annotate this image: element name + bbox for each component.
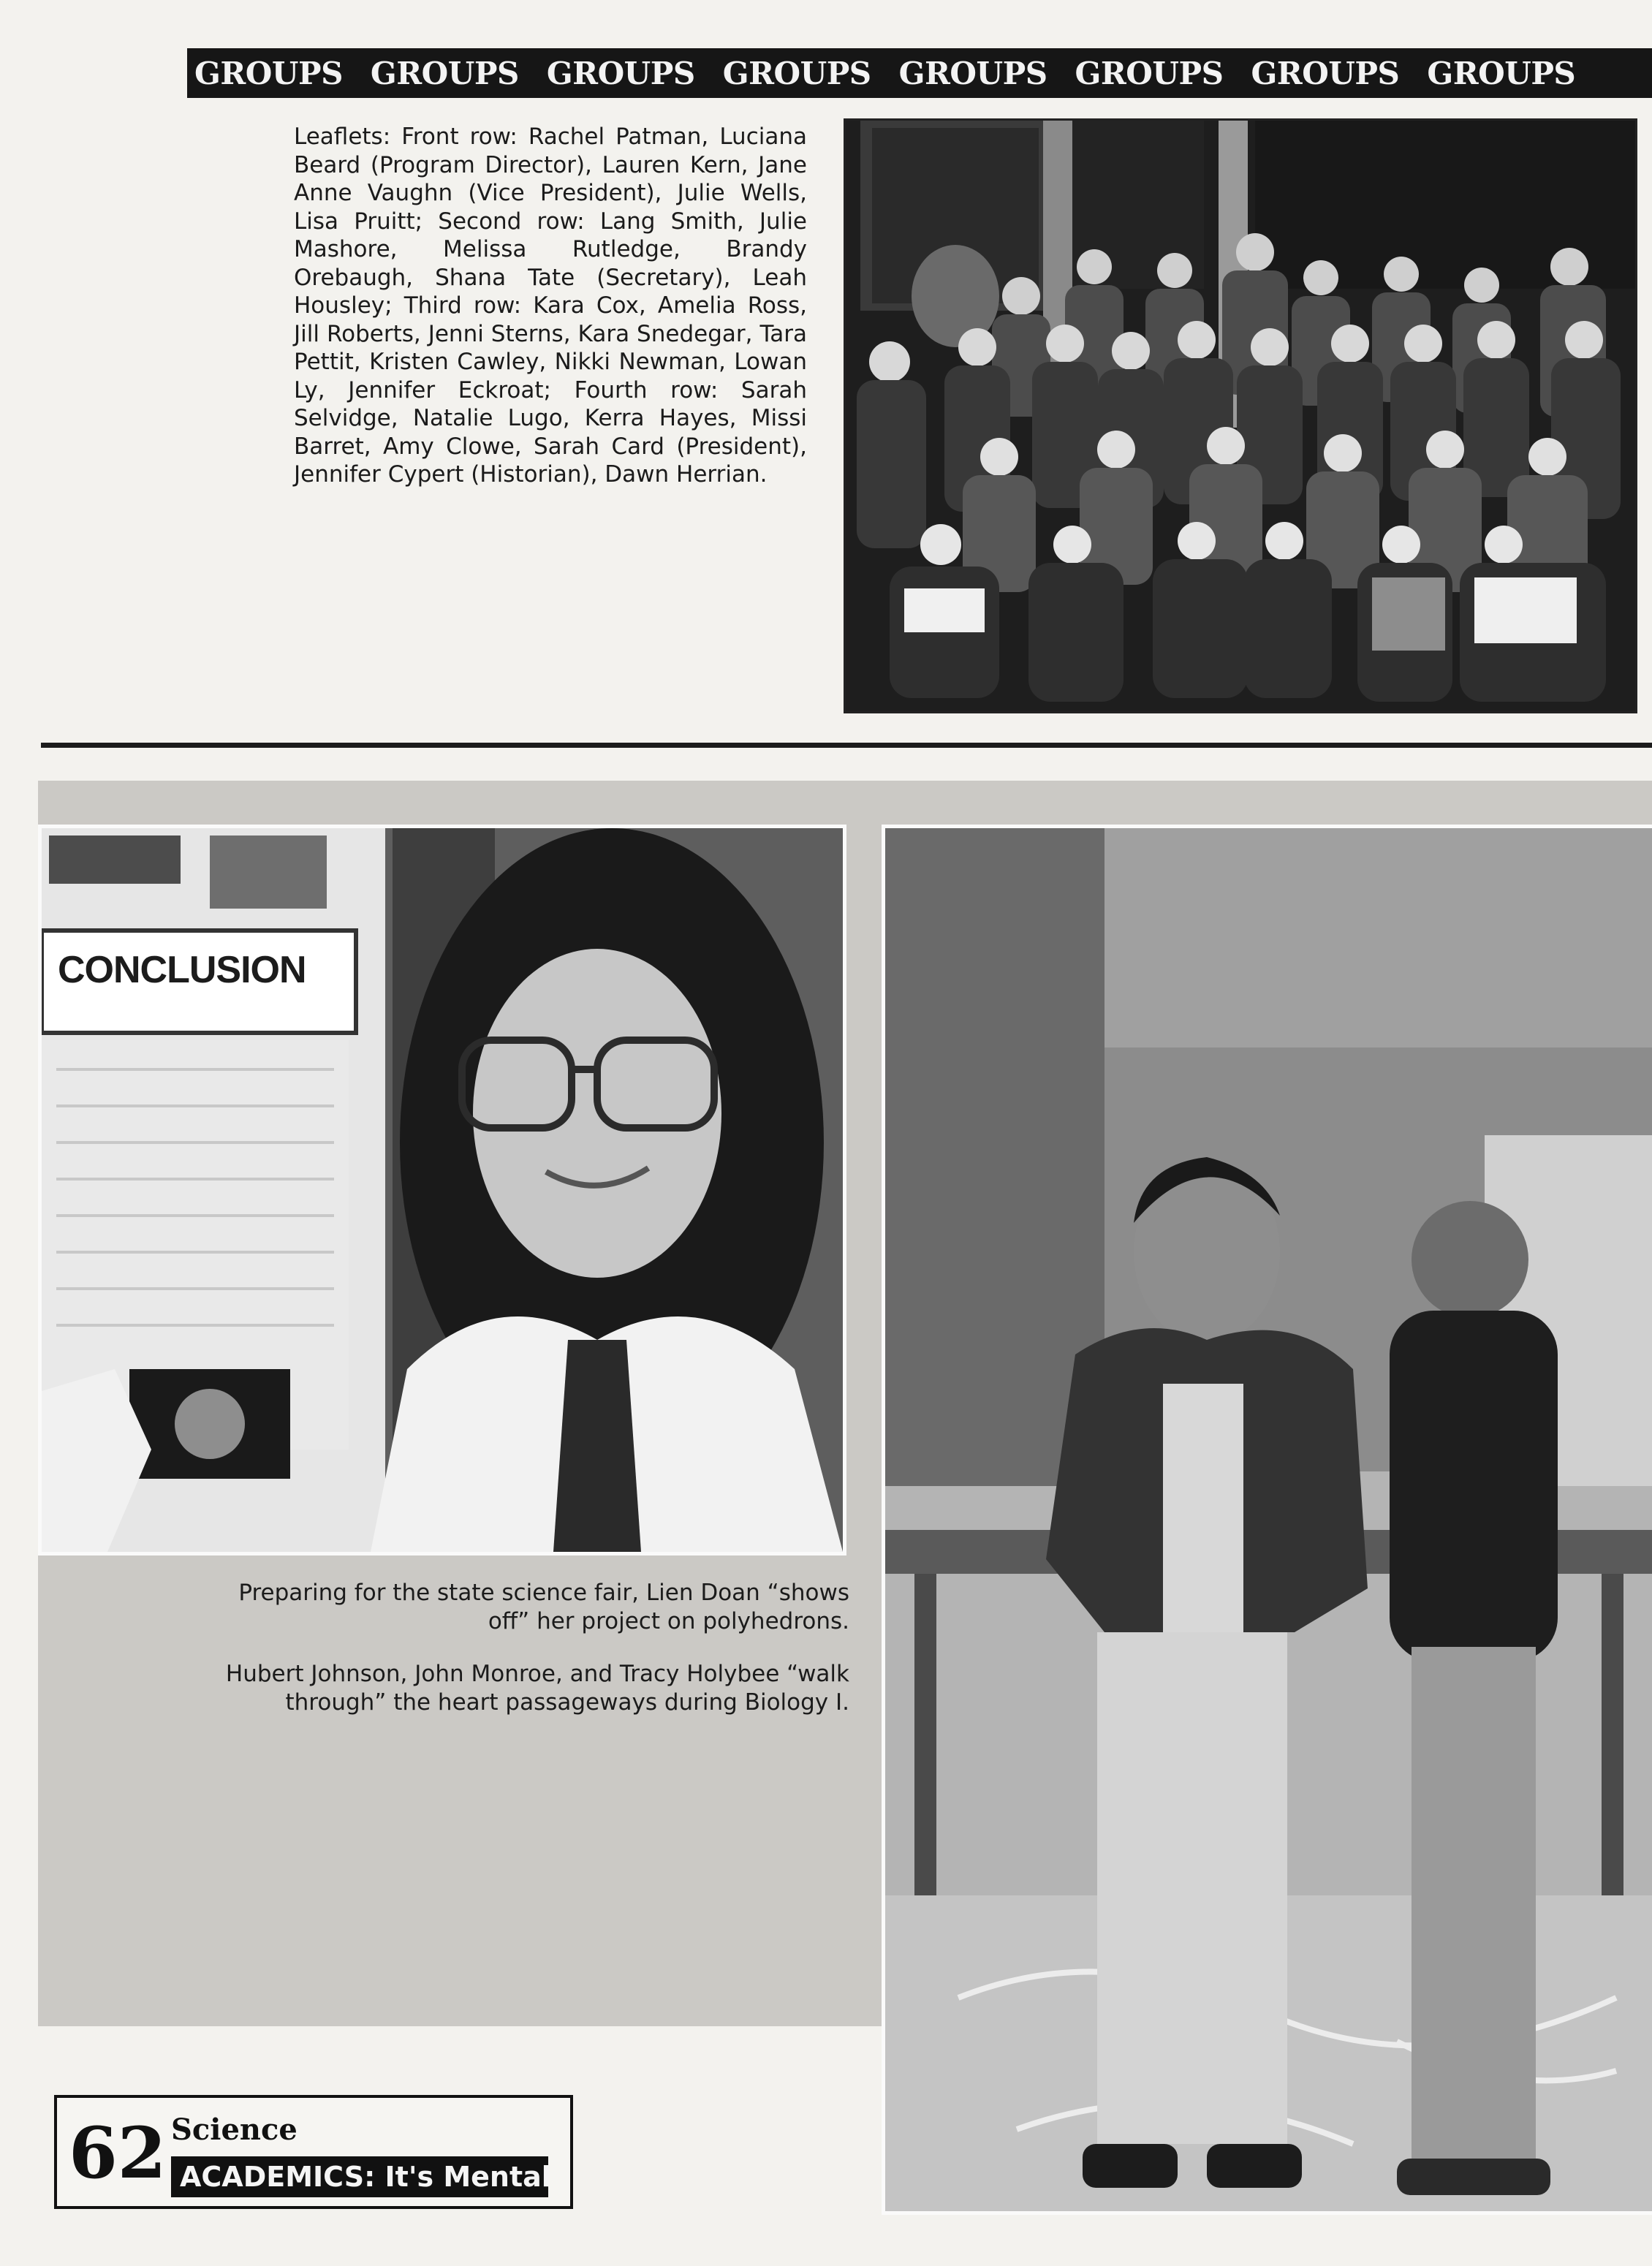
leaflets-group-photo (844, 118, 1637, 713)
groups-word: GROUPS (898, 55, 1047, 91)
groups-word: GROUPS (370, 55, 519, 91)
biology-caption: Hubert Johnson, John Monroe, and Tracy Holybee “walk through” the heart passageways during Biology I. (225, 1661, 849, 1716)
page-number: 62 (69, 2112, 167, 2194)
science-fair-caption: Preparing for the state science fair, Lien Doan “shows off” her project on polyhedrons. (238, 1580, 849, 1634)
groups-word: GROUPS (1427, 55, 1576, 91)
groups-word: GROUPS (1251, 55, 1400, 91)
groups-word: GROUPS (546, 55, 695, 91)
groups-word: GROUPS (194, 55, 343, 91)
groups-word: GROUPS (722, 55, 871, 91)
science-captions (219, 1579, 849, 1741)
groups-word: GROUPS (1075, 55, 1224, 91)
section-title: Science (171, 2112, 298, 2147)
poster-heading: CONCLUSION (58, 949, 306, 991)
biology-photo (882, 825, 1652, 2215)
page-footer (54, 2095, 573, 2209)
section-banner: ACADEMICS: It's Mental (171, 2156, 548, 2197)
leaflets-caption: Leaflets: Front row: Rachel Patman, Luciana Beard (Program Director), Lauren Kern, Jane Anne Vaughn (Vice President), Julie Wells, Lisa Pruitt; Second row: Lang Smith, Julie Mashore, Melissa Rutledge, Brandy Orebaugh, Shana Tate (Secretary), Leah Housley; Third row: Kara Cox, Amelia Ross, Jill Roberts, Jenni Sterns, Kara Snedegar, Tara Pettit, Kristen Cawley, Nikki Newman, Lowan Ly, Jennifer Eckroat; Fourth row: Sarah Selvidge, Natalie Lugo, Kerra Hayes, Missi Barret, Amy Clowe, Sarah Card (President), Jennifer Cypert (Historian), Dawn Herrian. (294, 124, 807, 488)
science-fair-photo (38, 825, 846, 1555)
groups-banner (187, 48, 1652, 98)
section-divider (41, 743, 1652, 748)
